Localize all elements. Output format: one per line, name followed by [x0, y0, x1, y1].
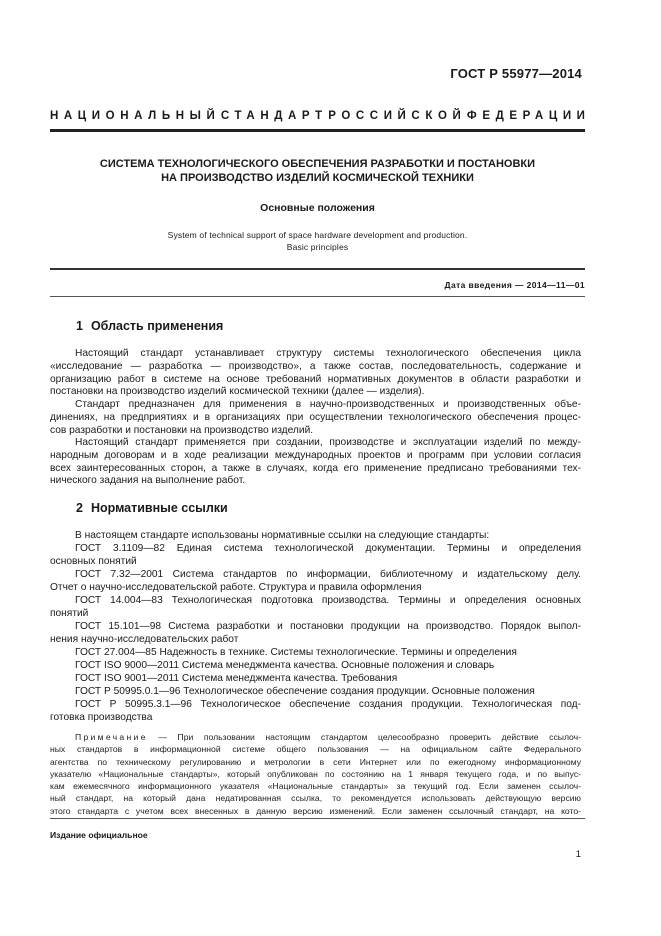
title-line: НА ПРОИЗВОДСТВО ИЗДЕЛИЙ КОСМИЧЕСКОЙ ТЕХНИКИ	[161, 172, 474, 184]
document-title	[50, 157, 585, 185]
text-line: ГОСТ 27.004—85 Надежность в технике. Системы технологические. Термины и определения	[75, 647, 517, 658]
note-line: ных стандартов в информационной системе общего пользования — на официальном сайте Федерального	[50, 744, 581, 755]
title-rule	[50, 268, 585, 270]
note-block	[50, 731, 581, 817]
text-line: ГОСТ 15.101—98 Система разработки и постановки продукции на производство. Порядок выпол-	[75, 621, 581, 632]
edition-label: Издание официальное	[50, 830, 148, 840]
note-line: указателю «Национальные стандарты», который опубликован по состоянию на 1 января текущего года, и по выпус-	[50, 768, 581, 779]
reference-item	[50, 543, 581, 569]
document-subtitle: Основные положения	[260, 202, 375, 214]
text-line: ГОСТ 14.004—83 Технологическая подготовка производства. Термины и определения основных	[75, 595, 581, 606]
english-title-line: Basic principles	[286, 242, 349, 252]
note-line: ный стандарт, на который дана недатированная ссылка, то рекомендуется использовать действующую версию	[50, 793, 581, 804]
reference-item	[50, 595, 581, 621]
text-line: ГОСТ Р 50995.0.1—96 Технологическое обеспечение создания продукции. Основные положения	[75, 686, 535, 697]
text-line: Настоящий стандарт устанавливает структуру системы технологического обеспечения цикла	[75, 348, 581, 359]
reference-item	[50, 647, 581, 660]
note-line: кам ежемесячного информационного указателя «Национальные стандарты» за текущий год. Если заменен ссылоч-	[50, 781, 581, 792]
english-title	[50, 229, 585, 253]
section-1-heading	[76, 319, 223, 333]
text-line: готовка производства	[50, 711, 153, 723]
document-code: ГОСТ Р 55977—2014	[450, 66, 582, 81]
text-line: народным договорам и в ходе реализации международных проектов и программ при условии согласия	[50, 449, 581, 461]
reference-item	[50, 660, 581, 673]
national-standard-banner	[50, 110, 591, 122]
section-1-paragraph-2	[50, 399, 581, 437]
text-line: постановки на производство изделий космической техники (далее — изделия).	[50, 386, 425, 398]
note-text: — При пользовании настоящим стандартом целесообразно проверить действие ссылоч-	[147, 732, 581, 742]
section-number: 1	[76, 319, 83, 333]
note-line: агентства по техническому регулированию и метрологии в сети Интернет или по ежегодному информационному	[50, 756, 581, 767]
date-rule	[50, 296, 585, 297]
text-line: Настоящий стандарт применяется при создании, производстве и эксплуатации изделий по между-	[75, 437, 581, 448]
reference-item	[50, 686, 581, 699]
section-title: Область применения	[90, 319, 224, 333]
section-title: Нормативные ссылки	[90, 501, 228, 515]
intro-date: Дата введения — 2014—11—01	[444, 280, 585, 290]
note-line	[50, 731, 581, 743]
footer-rule	[50, 818, 585, 819]
reference-item	[50, 673, 581, 686]
text-line: сов разработки и постановки на производство изделий.	[50, 424, 314, 436]
english-title-line: System of technical support of space hardware development and production.	[167, 230, 468, 240]
banner-word: ФЕДЕРАЦИИ	[466, 110, 591, 122]
text-line: всех заинтересованных сторон, а также в случаях, когда его применение предписано требованиями тех-	[50, 462, 581, 474]
banner-word: РОССИЙСКОЙ	[328, 110, 467, 122]
section-2-heading	[76, 501, 228, 515]
banner-word: НАЦИОНАЛЬНЫЙ	[50, 110, 221, 122]
references-intro	[50, 530, 581, 543]
section-number: 2	[76, 501, 83, 515]
text-line: ГОСТ ISO 9001—2011 Система менеджмента качества. Требования	[75, 673, 398, 684]
text-line: ГОСТ 7.32—2001 Система стандартов по информации, библиотечному и издательскому делу.	[75, 569, 581, 580]
text-line: динениях, на предприятиях и в организациях при осуществлении технологического обеспечения процес-	[50, 411, 581, 423]
title-line: СИСТЕМА ТЕХНОЛОГИЧЕСКОГО ОБЕСПЕЧЕНИЯ РАЗРАБОТКИ И ПОСТАНОВКИ	[99, 158, 536, 170]
reference-item	[50, 621, 581, 647]
note-lead: Примечание	[75, 732, 148, 742]
text-line: ГОСТ 3.1109—82 Единая система технологической документации. Термины и определения	[75, 543, 581, 554]
reference-item	[50, 569, 581, 595]
reference-item	[50, 699, 581, 725]
text-line: Отчет о научно-исследовательской работе. Структура и правила оформления	[50, 581, 422, 593]
page-number: 1	[575, 849, 581, 860]
section-1-paragraph-3	[50, 437, 581, 488]
text-line: Стандарт предназначен для применения в научно-производственных и производственных объе-	[75, 399, 581, 410]
text-line: ГОСТ ISO 9000—2011 Система менеджмента качества. Основные положения и словарь	[75, 660, 495, 671]
banner-word: СТАНДАРТ	[220, 110, 328, 122]
text-line: нения научно-исследовательских работ	[50, 633, 239, 645]
text-line: организацию работ в системе на основе требований нормативных документов в области разработки и	[50, 373, 581, 385]
text-line: понятий	[50, 607, 89, 619]
text-line: нического задания на выполнение работ.	[50, 475, 246, 487]
text-line: «исследование — разработка — производство», а также состав, последовательность, содержание и	[50, 360, 581, 372]
text-line: основных понятий	[50, 555, 137, 567]
note-line: этого стандарта с учетом всех внесенных в данную версию изменений. Если заменен ссылочный стандарт, на кото-	[50, 805, 581, 816]
text-line: ГОСТ Р 50995.3.1—96 Технологическое обеспечение создания продукции. Технологическая под-	[75, 699, 581, 710]
text-line: В настоящем стандарте использованы нормативные ссылки на следующие стандарты:	[75, 530, 490, 541]
section-1-paragraph-1	[50, 348, 581, 399]
header-rule	[50, 129, 585, 132]
